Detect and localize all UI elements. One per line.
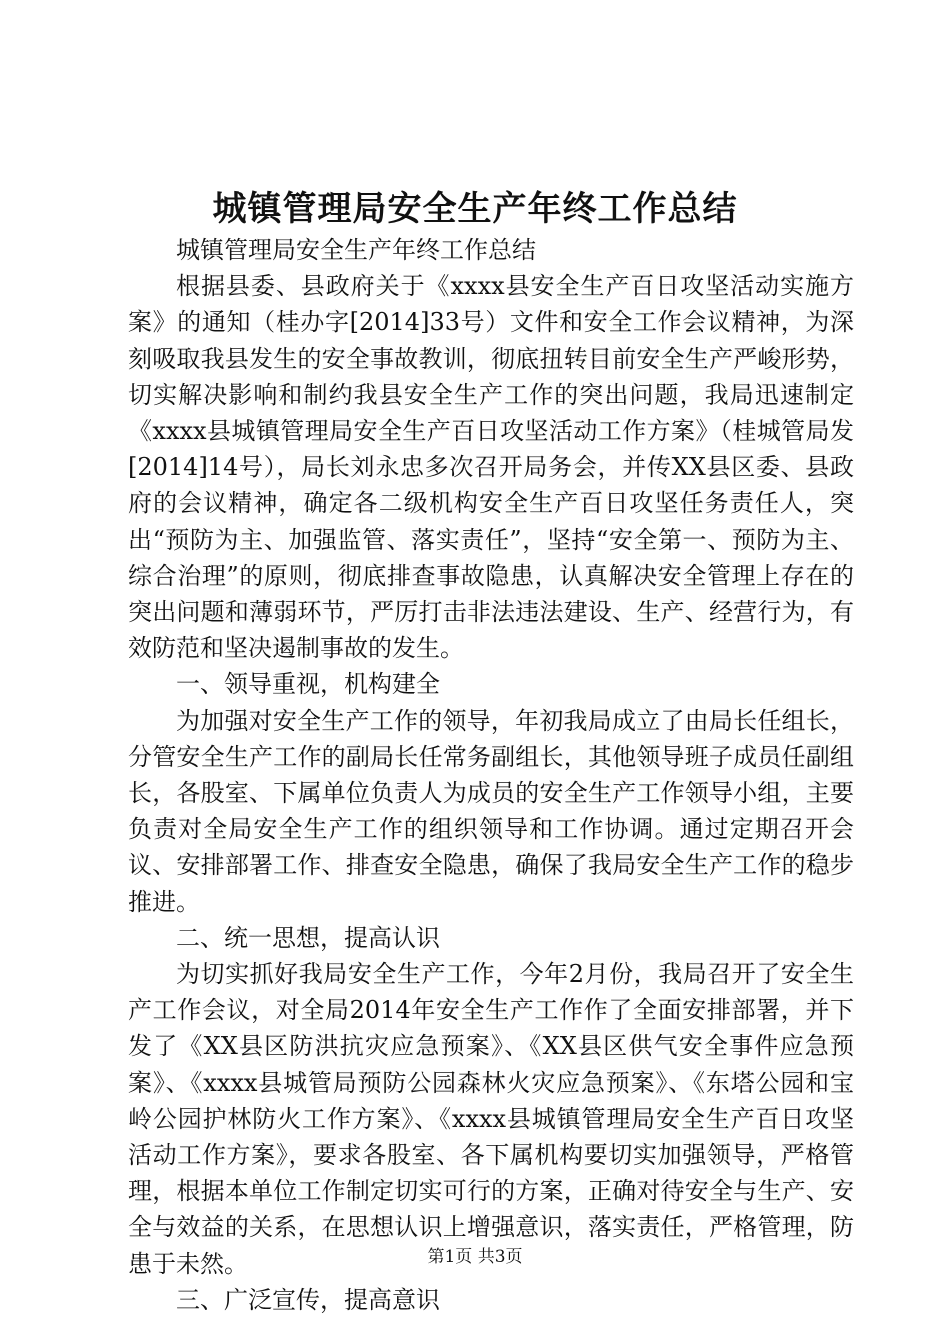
document-body [128,232,854,1318]
document-title: 城镇管理局安全生产年终工作总结 [212,189,738,229]
paragraph-intro: 根据县委、县政府关于《xxxx县安全生产百日攻坚活动实施方案》的通知（桂办字[2014]33号）文件和安全工作会议精神，为深刻吸取我县发生的安全事故教训，彻底扭转目前安全生产严峻形势，切实解决影响和制约我县安全生产工作的突出问题，我局迅速制定《xxxx县城镇管理局安全生产百日攻坚活动工作方案》（桂城管局发[2014]14号），局长刘永忠多次召开局务会，并传XX县区委、县政府的会议精神，确定各二级机构安全生产百日攻坚任务责任人，突出“预防为主、加强监管、落实责任”，坚持“安全第一、预防为主、综合治理”的原则，彻底排查事故隐患，认真解决安全管理上存在的突出问题和薄弱环节，严厉打击非法违法建设、生产、经营行为，有效防范和坚决遏制事故的发生。 [128,272,854,663]
paragraph-section-1: 为加强对安全生产工作的领导，年初我局成立了由局长任组长，分管安全生产工作的副局长任常务副组长，其他领导班子成员任副组长，各股室、下属单位负责人为成员的安全生产工作领导小组，主要负责对全局安全生产工作的组织领导和工作协调。通过定期召开会议、安排部署工作、排查安全隐患，确保了我局安全生产工作的稳步推进。 [128,706,854,916]
section-heading-2: 二、统一思想，提高认识 [176,923,440,952]
section-heading-1: 一、领导重视，机构建全 [176,670,440,699]
paragraph-subtitle: 城镇管理局安全生产年终工作总结 [176,236,536,264]
section-heading-3: 三、广泛宣传，提高意识 [176,1285,440,1314]
paragraph-section-2: 为切实抓好我局安全生产工作，今年2月份，我局召开了安全生产工作会议，对全局2014年安全生产工作作了全面安排部署，并下发了《XX县区防洪抗灾应急预案》、《XX县区供气安全事件应急预案》、《xxxx县城管局预防公园森林火灾应急预案》、《东塔公园和宝岭公园护林防火工作方案》、《xxxx县城镇管理局安全生产百日攻坚活动工作方案》，要求各股室、各下属机构要切实加强领导，严格管理，根据本单位工作制定切实可行的方案，正确对待安全与生产、安全与效益的关系，在思想认识上增强意识，落实责任，严格管理，防患于未然。 [128,960,854,1278]
page-number-footer: 第1页 共3页 [427,1247,523,1267]
